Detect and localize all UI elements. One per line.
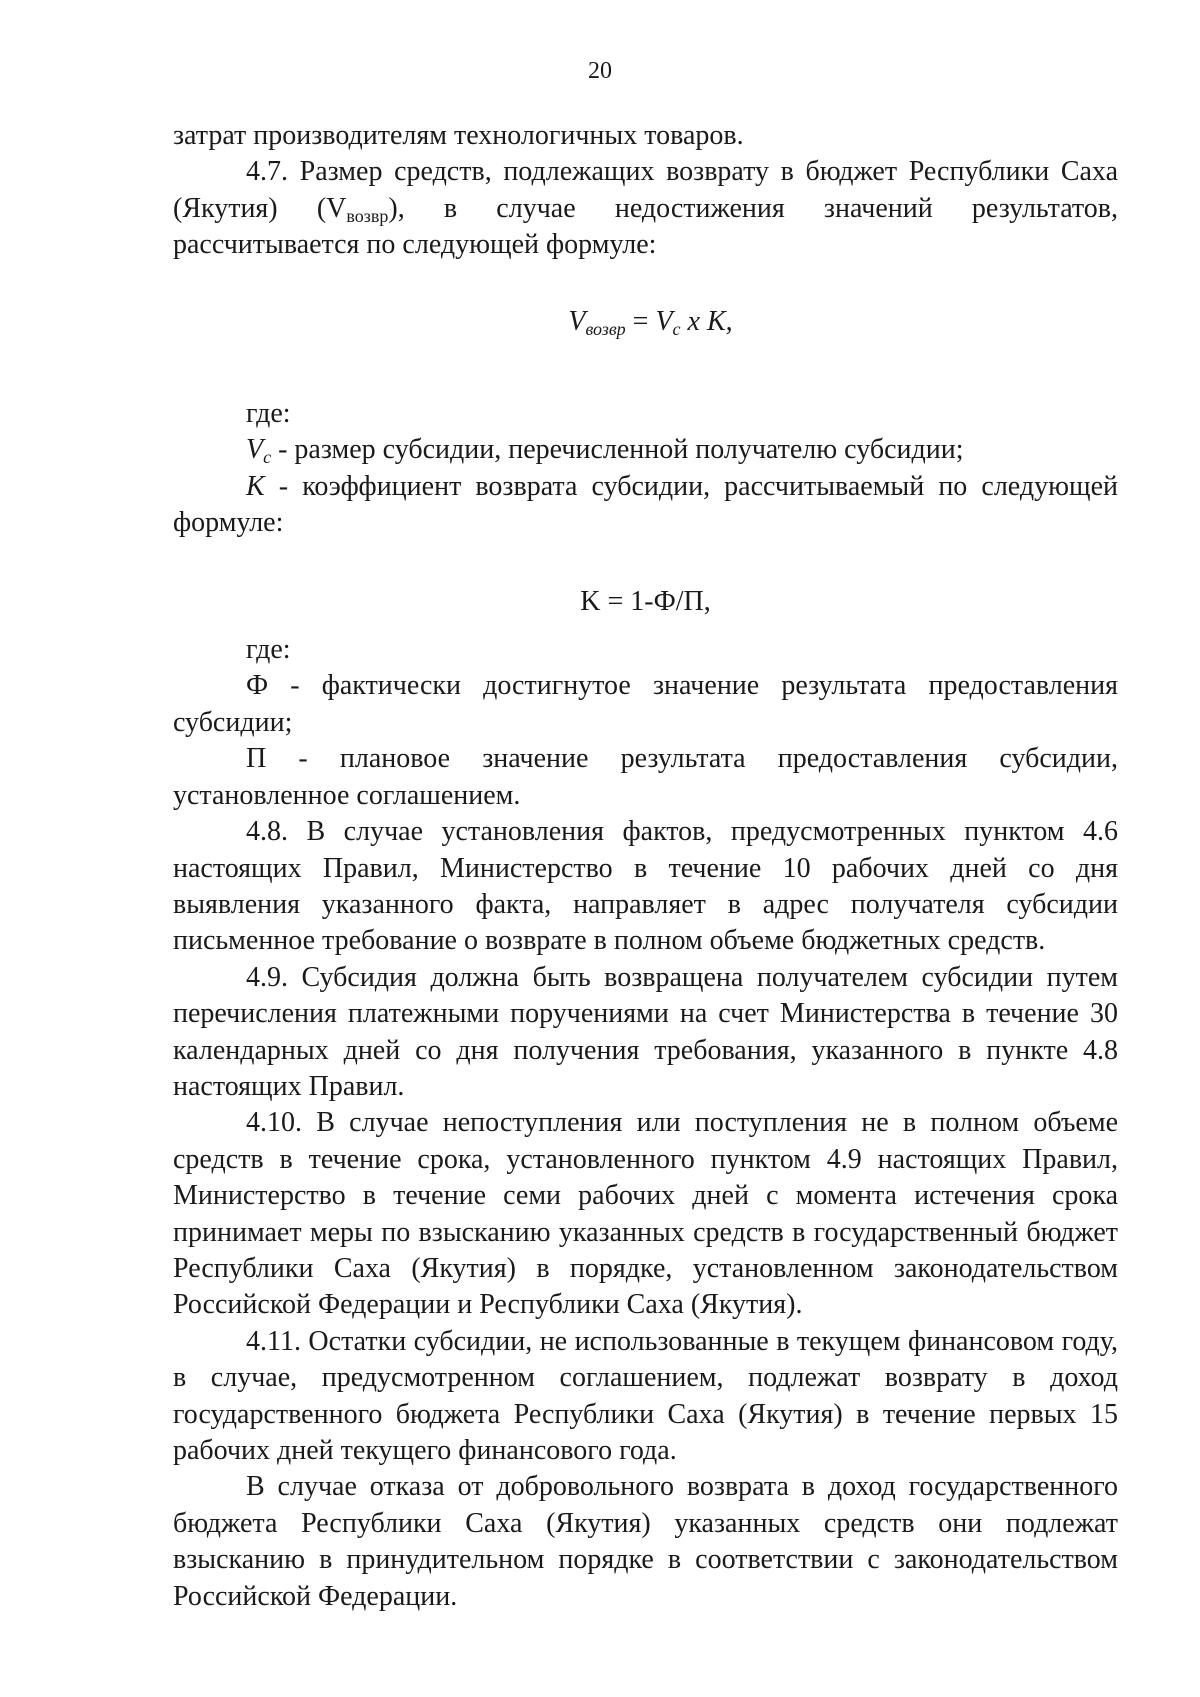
paragraph-refusal: В случае отказа от добровольного возврата в доход государственного бюджета Республики Саха (Якутия) указанных средств они подлежат взысканию в принудительном порядке в соответствии с законодательством Российской Федерации. xyxy=(173,1471,1118,1612)
vc-symbol-subscript: c xyxy=(263,447,272,468)
formula-rest: x K, xyxy=(680,305,733,337)
formula-coefficient: K = 1-Ф/П, xyxy=(580,585,711,617)
where-label-1: где: xyxy=(246,398,291,430)
page-body xyxy=(173,118,1118,1615)
formula-lhs-subscript: возвр xyxy=(585,318,626,339)
vc-definition-text: - размер субсидии, перечисленной получателю субсидии; xyxy=(271,434,964,466)
paragraph-4-11: 4.11. Остатки субсидии, не использованные в текущем финансовом году, в случае, предусмотренном соглашением, подлежат возврату в доход государственного бюджета Республики Саха (Якутия) в течение первых 15 рабочих дней текущего финансового года. xyxy=(173,1325,1118,1466)
definition-p: П - плановое значение результата предоставления субсидии, установленное соглашением. xyxy=(173,743,1118,811)
paragraph-4-8: 4.8. В случае установления фактов, предусмотренных пунктом 4.6 настоящих Правил, Министерство в течение 10 рабочих дней со дня выявления указанного факта, направляет в адрес получателя субсидии письменное требование о возврате в полном объеме бюджетных средств. xyxy=(173,816,1118,957)
paragraph-4-10: 4.10. В случае непоступления или поступления не в полном объеме средств в течение срока, установленного пунктом 4.9 настоящих Правил, Министерство в течение семи рабочих дней с момента истечения срока принимает меры по взысканию указанных средств в государственный бюджет Республики Саха (Якутия) в порядке, установленном законодательством Российской Федерации и Республики Саха (Якутия). xyxy=(173,1107,1118,1321)
vc-symbol: V xyxy=(246,434,264,466)
formula-vc-subscript: c xyxy=(672,318,681,339)
formula-return-amount xyxy=(173,304,1118,340)
k-definition-text: - коэффициент возврата субсидии, рассчитываемый по следующей формуле: xyxy=(173,470,1118,539)
paragraph-4-7-start: 4.7. Размер средств, подлежащих возврату в бюджет Республики Саха (Якутия) (V xyxy=(173,156,1118,224)
paragraph-4-7 xyxy=(173,154,1118,263)
definition-k xyxy=(173,469,1118,542)
v-return-subscript: возвр xyxy=(346,205,389,226)
k-symbol: K xyxy=(246,470,265,502)
definition-vc xyxy=(173,432,1118,468)
formula-lhs: V xyxy=(568,305,586,337)
where-label-2: где: xyxy=(246,634,291,666)
paragraph-continuation: затрат производителям технологичных товаров. xyxy=(173,120,744,151)
formula-vc: V xyxy=(655,305,673,337)
paragraph-4-9: 4.9. Субсидия должна быть возвращена получателем субсидии путем перечисления платежными поручениями на счет Министерства в течение 30 календарных дней со дня получения требования, указанного в пункте 4.8 настоящих Правил. xyxy=(173,961,1118,1102)
paragraph-4-7-end: ), в случае недостижения значений результатов, рассчитывается по следующей формуле: xyxy=(173,192,1118,261)
formula-equals: = xyxy=(625,305,656,337)
page-number: 20 xyxy=(588,58,612,84)
definition-f: Ф - фактически достигнутое значение результата предоставления субсидии; xyxy=(173,670,1118,738)
